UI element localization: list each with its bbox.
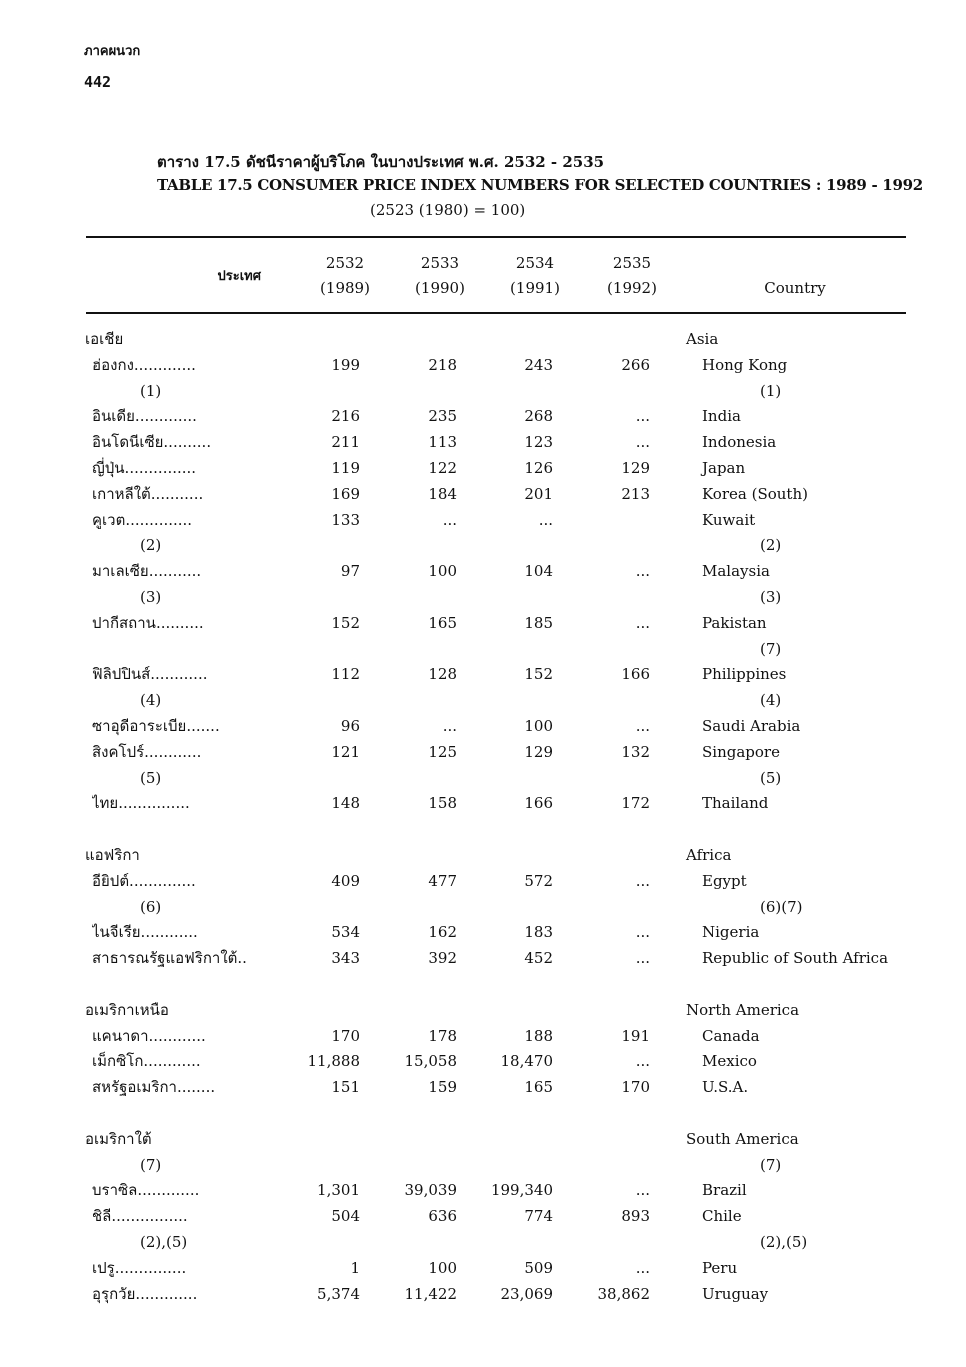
table-row (0, 1048, 966, 1074)
cpi-value-1990: 158 (428, 794, 457, 813)
footnote-row (0, 532, 966, 558)
region-row (0, 842, 966, 868)
cpi-value-1992: 172 (621, 794, 650, 813)
footnote-ref-thai: (6) (140, 897, 162, 916)
cpi-value-1991: 126 (524, 459, 553, 477)
table-row (0, 945, 966, 971)
cpi-value-1989: 121 (331, 742, 360, 761)
section-header: ภาคผนวก (84, 44, 141, 59)
cpi-value-1989: 1 (350, 1258, 360, 1277)
cpi-value-1990: 636 (428, 1207, 457, 1226)
table-row (0, 1074, 966, 1100)
cpi-value-1990: 122 (428, 459, 457, 477)
cpi-value-1990: 11,422 (404, 1284, 457, 1303)
country-name-thai: ชิลี................ (92, 1207, 188, 1226)
page-number: 442 (84, 73, 112, 91)
cpi-value-1991: 452 (524, 949, 553, 968)
cpi-value-1992: 129 (621, 459, 650, 477)
cpi-value-1990: 125 (428, 742, 457, 761)
country-name-english: Philippines (702, 665, 787, 684)
country-name-english: Korea (South) (702, 484, 808, 503)
country-name-thai: เม็กซิโก............ (92, 1052, 201, 1071)
footnote-row (0, 636, 966, 662)
region-name-english: Africa (686, 846, 732, 864)
footnote-ref-thai: (7) (140, 1155, 162, 1174)
cpi-value-1992: ... (635, 433, 650, 452)
table-row (0, 1255, 966, 1281)
country-name-thai: มาเลเซีย........... (92, 562, 202, 581)
cpi-value-1990: 39,039 (404, 1181, 457, 1200)
cpi-value-1992: 166 (621, 665, 650, 684)
cpi-value-1990: 162 (428, 923, 457, 942)
cpi-value-1989: 5,374 (317, 1284, 360, 1303)
cpi-value-1991: 18,470 (500, 1052, 553, 1071)
column-header-thai: ประเทศ (217, 269, 261, 284)
cpi-value-1991: 100 (524, 717, 553, 735)
table-row (0, 790, 966, 816)
footnote-row (0, 584, 966, 610)
cpi-value-1992: ... (635, 1258, 650, 1277)
country-name-english: Saudi Arabia (702, 717, 801, 735)
table-row (0, 1203, 966, 1229)
table-row (0, 558, 966, 584)
country-name-english: Chile (702, 1207, 742, 1226)
country-name-english: India (702, 407, 741, 426)
country-name-english: Brazil (702, 1181, 747, 1200)
country-name-thai: ญี่ปุ่น............... (92, 459, 197, 477)
country-name-thai: ไทย............... (92, 794, 190, 813)
footnote-row (0, 378, 966, 404)
region-name-thai: แอฟริกา (85, 846, 140, 864)
footnote-ref-english: (7) (760, 639, 782, 658)
cpi-value-1990: 159 (428, 1078, 457, 1097)
cpi-value-1992: ... (635, 1181, 650, 1200)
cpi-value-1992: 893 (621, 1207, 650, 1226)
country-name-english: Indonesia (702, 433, 777, 452)
header-rule (86, 312, 906, 314)
country-name-thai: อินเดีย............. (92, 407, 197, 426)
cpi-value-1992: ... (635, 717, 650, 735)
footnote-ref-english: (2) (760, 536, 782, 555)
cpi-value-1991: 123 (524, 433, 553, 452)
footnote-ref-english: (2),(5) (760, 1233, 808, 1251)
cpi-value-1992: 38,862 (597, 1284, 650, 1303)
cpi-value-1992: 213 (621, 484, 650, 503)
country-name-thai: ปากีสถาน.......... (92, 613, 204, 632)
country-name-english: U.S.A. (702, 1078, 749, 1097)
footnote-ref-thai: (5) (140, 768, 162, 787)
cpi-value-1990: 218 (428, 355, 457, 374)
country-name-english: Kuwait (702, 510, 756, 529)
country-name-english: Pakistan (702, 613, 767, 632)
cpi-value-1990: 178 (428, 1026, 457, 1045)
cpi-value-1989: 169 (331, 484, 360, 503)
table-row (0, 661, 966, 687)
footnote-row (0, 765, 966, 791)
footnote-ref-english: (7) (760, 1155, 782, 1174)
country-name-thai: คูเวต.............. (92, 510, 193, 529)
footnote-ref-english: (3) (760, 588, 782, 606)
cpi-value-1989: 211 (331, 433, 360, 452)
table-title-thai: ตาราง 17.5 ดัชนีราคาผู้บริโภค ในบางประเทศ พ.ศ. 2532 - 2535 (157, 153, 605, 171)
country-name-english: Thailand (702, 794, 769, 813)
table-row (0, 429, 966, 455)
footnote-ref-thai: (3) (140, 588, 162, 606)
footnote-row (0, 1152, 966, 1178)
country-name-thai: ไนจีเรีย............ (92, 923, 198, 942)
country-name-english: Malaysia (702, 562, 770, 581)
country-name-thai: สหรัฐอเมริกา........ (92, 1078, 216, 1097)
region-name-english: South America (686, 1129, 799, 1148)
cpi-value-1989: 148 (331, 794, 360, 813)
cpi-value-1990: ... (442, 510, 457, 529)
country-name-thai: สาธารณรัฐแอฟริกาใต้.. (92, 949, 247, 968)
cpi-value-1992: ... (635, 407, 650, 426)
cpi-value-1989: 1,301 (317, 1181, 360, 1200)
cpi-value-1992: ... (635, 1052, 650, 1071)
table-row (0, 610, 966, 636)
cpi-value-1990: 184 (428, 484, 457, 503)
country-name-thai: ฮ่องกง............. (92, 355, 196, 374)
footnote-row (0, 1229, 966, 1255)
table-row (0, 713, 966, 739)
cpi-value-1992: ... (635, 923, 650, 942)
cpi-value-1991: 201 (524, 484, 553, 503)
column-header-country: Country (764, 279, 826, 297)
cpi-value-1989: 504 (331, 1207, 360, 1226)
cpi-value-1990: 100 (428, 1258, 457, 1277)
footnote-ref-english: (5) (760, 768, 782, 787)
table-row (0, 739, 966, 765)
region-row (0, 997, 966, 1023)
cpi-value-1989: 112 (331, 665, 360, 684)
cpi-value-1991: 129 (524, 742, 553, 761)
country-name-thai: เปรู............... (92, 1258, 187, 1277)
cpi-value-1991: 166 (524, 794, 553, 813)
cpi-value-1992: ... (635, 949, 650, 968)
table-row (0, 455, 966, 481)
country-name-english: Peru (702, 1258, 738, 1277)
country-name-thai: อุรุกวัย............. (92, 1284, 198, 1303)
spacer-row (0, 816, 966, 842)
cpi-value-1989: 409 (331, 871, 360, 890)
cpi-value-1990: 392 (428, 949, 457, 968)
cpi-value-1990: 235 (428, 407, 457, 426)
cpi-value-1990: 165 (428, 613, 457, 632)
footnote-ref-thai: (4) (140, 691, 162, 710)
cpi-value-1991: 199,340 (490, 1181, 553, 1200)
top-rule (86, 236, 906, 238)
footnote-row (0, 894, 966, 920)
cpi-value-1990: 113 (428, 433, 457, 452)
table-title-english: TABLE 17.5 CONSUMER PRICE INDEX NUMBERS FOR SELECTED COUNTRIES : 1989 - 1992 (157, 176, 923, 194)
cpi-value-1991: 188 (524, 1026, 553, 1045)
cpi-value-1992: 132 (621, 742, 650, 761)
table-base-note: (2523 (1980) = 100) (370, 201, 526, 219)
cpi-value-1991: 268 (524, 407, 553, 426)
cpi-value-1989: 11,888 (307, 1052, 360, 1071)
region-name-thai: อเมริกาเหนือ (85, 1000, 169, 1019)
table-row (0, 352, 966, 378)
country-name-thai: ซาอุดีอาระเบีย....... (92, 717, 220, 735)
cpi-value-1991: ... (538, 510, 553, 529)
cpi-value-1991: 572 (524, 871, 553, 890)
country-name-english: Uruguay (702, 1284, 769, 1303)
footnote-ref-thai: (2),(5) (140, 1233, 188, 1251)
footnote-row (0, 687, 966, 713)
cpi-value-1990: 128 (428, 665, 457, 684)
cpi-value-1991: 183 (524, 923, 553, 942)
country-name-thai: อินโดนีเซีย.......... (92, 433, 212, 452)
cpi-value-1992: ... (635, 871, 650, 890)
cpi-value-1989: 96 (340, 717, 360, 735)
cpi-value-1992: ... (635, 613, 650, 632)
country-name-english: Hong Kong (702, 355, 788, 374)
country-name-english: Nigeria (702, 923, 760, 942)
cpi-value-1989: 152 (331, 613, 360, 632)
cpi-value-1989: 199 (331, 355, 360, 374)
table-row (0, 919, 966, 945)
cpi-value-1989: 97 (340, 562, 360, 581)
country-name-english: Japan (702, 459, 746, 477)
cpi-value-1991: 104 (524, 562, 553, 581)
country-name-thai: บราซิล............. (92, 1181, 200, 1200)
table-row (0, 403, 966, 429)
cpi-value-1990: ... (442, 717, 457, 735)
table-row (0, 1023, 966, 1049)
footnote-ref-english: (6)(7) (760, 897, 803, 916)
country-name-english: Mexico (702, 1052, 757, 1071)
column-header-1992: 2535 (1992) (607, 254, 657, 297)
column-header-1990: 2533 (1990) (415, 254, 465, 297)
region-name-english: Asia (686, 330, 719, 348)
cpi-value-1990: 100 (428, 562, 457, 581)
footnote-ref-thai: (2) (140, 536, 162, 555)
cpi-value-1990: 15,058 (404, 1052, 457, 1071)
country-name-english: Republic of South Africa (702, 949, 889, 968)
column-header-1991: 2534 (1991) (510, 254, 560, 297)
table-row (0, 1177, 966, 1203)
cpi-value-1989: 151 (331, 1078, 360, 1097)
cpi-value-1991: 23,069 (500, 1284, 553, 1303)
country-name-english: Egypt (702, 871, 747, 890)
cpi-value-1992: ... (635, 562, 650, 581)
cpi-value-1992: 170 (621, 1078, 650, 1097)
footnote-ref-english: (4) (760, 691, 782, 710)
cpi-value-1989: 119 (331, 459, 360, 477)
spacer-row (0, 1100, 966, 1126)
cpi-value-1991: 165 (524, 1078, 553, 1097)
cpi-value-1989: 534 (331, 923, 360, 942)
column-header-1989: 2532 (1989) (320, 254, 370, 297)
country-name-thai: อียิปต์.............. (92, 871, 196, 890)
country-name-thai: เกาหลีใต้........... (92, 484, 204, 503)
cpi-value-1991: 152 (524, 665, 553, 684)
table-row (0, 868, 966, 894)
footnote-ref-thai: (1) (140, 381, 162, 400)
cpi-value-1989: 170 (331, 1026, 360, 1045)
cpi-value-1991: 509 (524, 1258, 553, 1277)
cpi-value-1991: 774 (524, 1207, 553, 1226)
table-row (0, 481, 966, 507)
cpi-value-1990: 477 (428, 871, 457, 890)
footnote-ref-english: (1) (760, 381, 782, 400)
country-name-english: Canada (702, 1026, 760, 1045)
country-name-english: Singapore (702, 742, 780, 761)
country-name-thai: ฟิลิปปินส์............ (92, 665, 208, 684)
cpi-value-1991: 243 (524, 355, 553, 374)
cpi-value-1991: 185 (524, 613, 553, 632)
country-name-thai: สิงคโปร์............ (92, 742, 202, 761)
table-row (0, 1281, 966, 1307)
region-name-english: North America (686, 1000, 800, 1019)
region-row (0, 326, 966, 352)
cpi-value-1992: 191 (621, 1026, 650, 1045)
cpi-value-1989: 216 (331, 407, 360, 426)
region-row (0, 1126, 966, 1152)
spacer-row (0, 971, 966, 997)
cpi-value-1992: 266 (621, 355, 650, 374)
region-name-thai: เอเชีย (85, 330, 124, 348)
country-name-thai: แคนาดา............ (92, 1026, 206, 1045)
cpi-value-1989: 133 (331, 510, 360, 529)
region-name-thai: อเมริกาใต้ (85, 1129, 152, 1148)
cpi-value-1989: 343 (331, 949, 360, 968)
table-row (0, 507, 966, 533)
